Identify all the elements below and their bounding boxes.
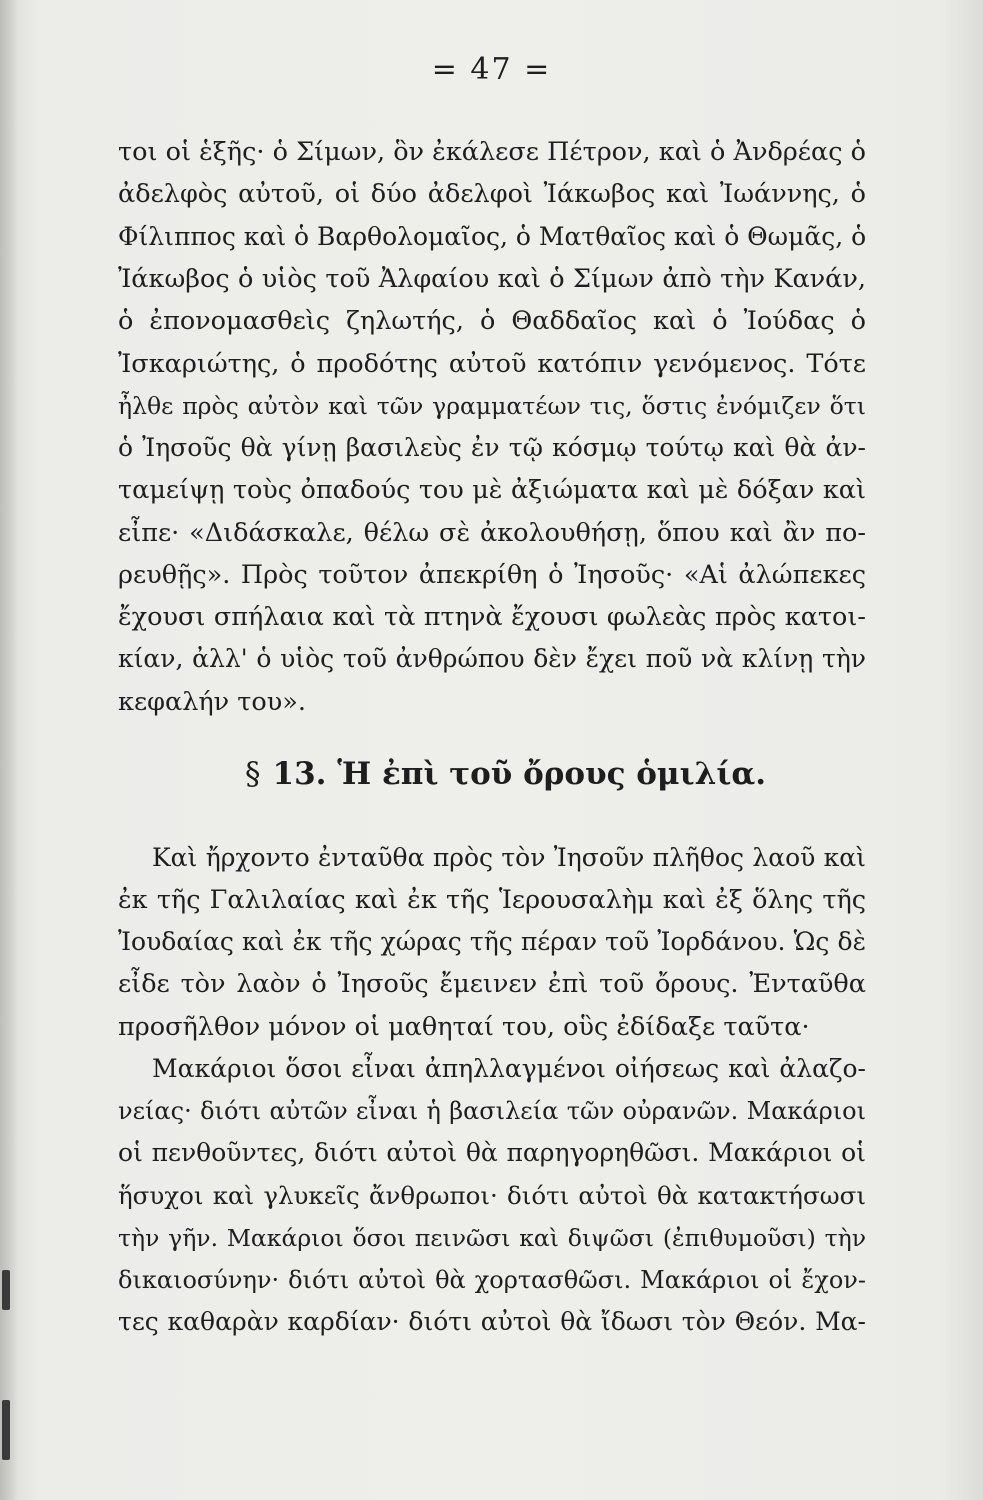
text-line: ὁ Ἰησοῦς θὰ γίνῃ βασιλεὺς ἐν τῷ κόσμῳ τούτῳ καὶ θὰ ἀν- — [118, 433, 866, 462]
text-line: ἔχουσι σπήλαια καὶ τὰ πτηνὰ ἔχουσι φωλεὰς πρὸς κατοι- — [118, 602, 866, 632]
text-line: Ἰσκαριώτης, ὁ προδότης αὐτοῦ κατόπιν γενόμενος. Τότε — [118, 349, 866, 379]
text-line: ἀδελφὸς αὐτοῦ, οἱ δύο ἀδελφοὶ Ἰάκωβος καὶ Ἰωάννης, ὁ — [118, 179, 866, 209]
text-line: Καὶ ἤρχοντο ἐνταῦθα πρὸς τὸν Ἰησοῦν πλῆθος λαοῦ καὶ — [152, 843, 866, 872]
text-line: εἶπε· «Διδάσκαλε, θέλω σὲ ἀκολουθήσῃ, ὅπου καὶ ἂν πο- — [118, 518, 866, 548]
text-line: δικαιοσύνην· διότι αὐτοὶ θὰ χορτασθῶσι. Μακάριοι οἱ ἔχον- — [118, 1266, 866, 1294]
text-line: τὴν γῆν. Μακάριοι ὅσοι πεινῶσι καὶ διψῶσι (ἐπιθυμοῦσι) τὴν — [118, 1224, 866, 1252]
text-line: Ἰουδαίας καὶ ἐκ τῆς χώρας τῆς πέραν τοῦ Ἰορδάνου. Ὡς δὲ — [118, 927, 866, 956]
binding-mark — [2, 1400, 10, 1460]
text-line: εἶδε τὸν λαὸν ὁ Ἰησοῦς ἔμεινεν ἐπὶ τοῦ ὄρους. Ἐνταῦθα — [118, 969, 866, 999]
text-line: Φίλιππος καὶ ὁ Βαρθολομαῖος, ὁ Ματθαῖος καὶ ὁ Θωμᾶς, ὁ — [118, 222, 867, 251]
text-line: κίαν, ἀλλ' ὁ υἱὸς τοῦ ἀνθρώπου δὲν ἔχει ποῦ νὰ κλίνῃ τὴν — [118, 644, 866, 673]
section-title: 13. Ἡ ἐπὶ τοῦ ὄρους ὁμιλία. — [272, 756, 767, 792]
text-line: ἐκ τῆς Γαλιλαίας καὶ ἐκ τῆς Ἱερουσαλὴμ καὶ ἐξ ὅλης τῆς — [118, 885, 866, 915]
page-number: = 47 = — [431, 52, 552, 87]
text-line: τοι οἱ ἑξῆς· ὁ Σίμων, ὃν ἐκάλεσε Πέτρον, καὶ ὁ Ἀνδρέας ὁ — [118, 137, 866, 167]
text-line: προσῆλθον μόνον οἱ μαθηταί του, οὓς ἐδίδαξε ταῦτα· — [118, 1012, 810, 1042]
binding-mark — [2, 1270, 10, 1310]
text-line: ταμείψῃ τοὺς ὀπαδούς του μὲ ἀξιώματα καὶ μὲ δόξαν καὶ — [118, 475, 866, 505]
text-line: νείας· διότι αὐτῶν εἶναι ἡ βασιλεία τῶν οὐρανῶν. Μακάριοι — [118, 1097, 866, 1125]
text-line: ὁ ἐπονομασθεὶς ζηλωτής, ὁ Θαδδαῖος καὶ ὁ Ἰούδας ὁ — [118, 306, 866, 336]
section-symbol: § — [245, 756, 261, 792]
text-line: Μακάριοι ὅσοι εἶναι ἀπηλλαγμένοι οἰήσεως καὶ ἀλαζο- — [152, 1054, 866, 1083]
text-line: ἥσυχοι καὶ γλυκεῖς ἄνθρωποι· διότι αὐτοὶ θὰ κατακτήσωσι — [118, 1181, 866, 1210]
text-line: ἦλθε πρὸς αὐτὸν καὶ τῶν γραμματέων τις, ὅστις ἐνόμιζεν ὅτι — [118, 392, 866, 420]
text-line: ρευθῇς». Πρὸς τοῦτον ἀπεκρίθη ὁ Ἰησοῦς· «Αἱ ἀλώπεκες — [118, 560, 866, 590]
text-line: οἱ πενθοῦντες, διότι αὐτοὶ θὰ παρηγορηθῶσι. Μακάριοι οἱ — [118, 1138, 866, 1167]
section-heading — [245, 756, 766, 792]
text-line: κεφαλήν του». — [118, 687, 306, 717]
text-line: Ἰάκωβος ὁ υἱὸς τοῦ Ἀλφαίου καὶ ὁ Σίμων ἀπὸ τὴν Κανάν, — [118, 264, 866, 294]
text-line: τες καθαρὰν καρδίαν· διότι αὐτοὶ θὰ ἴδωσι τὸν Θεόν. Μα- — [118, 1307, 866, 1336]
